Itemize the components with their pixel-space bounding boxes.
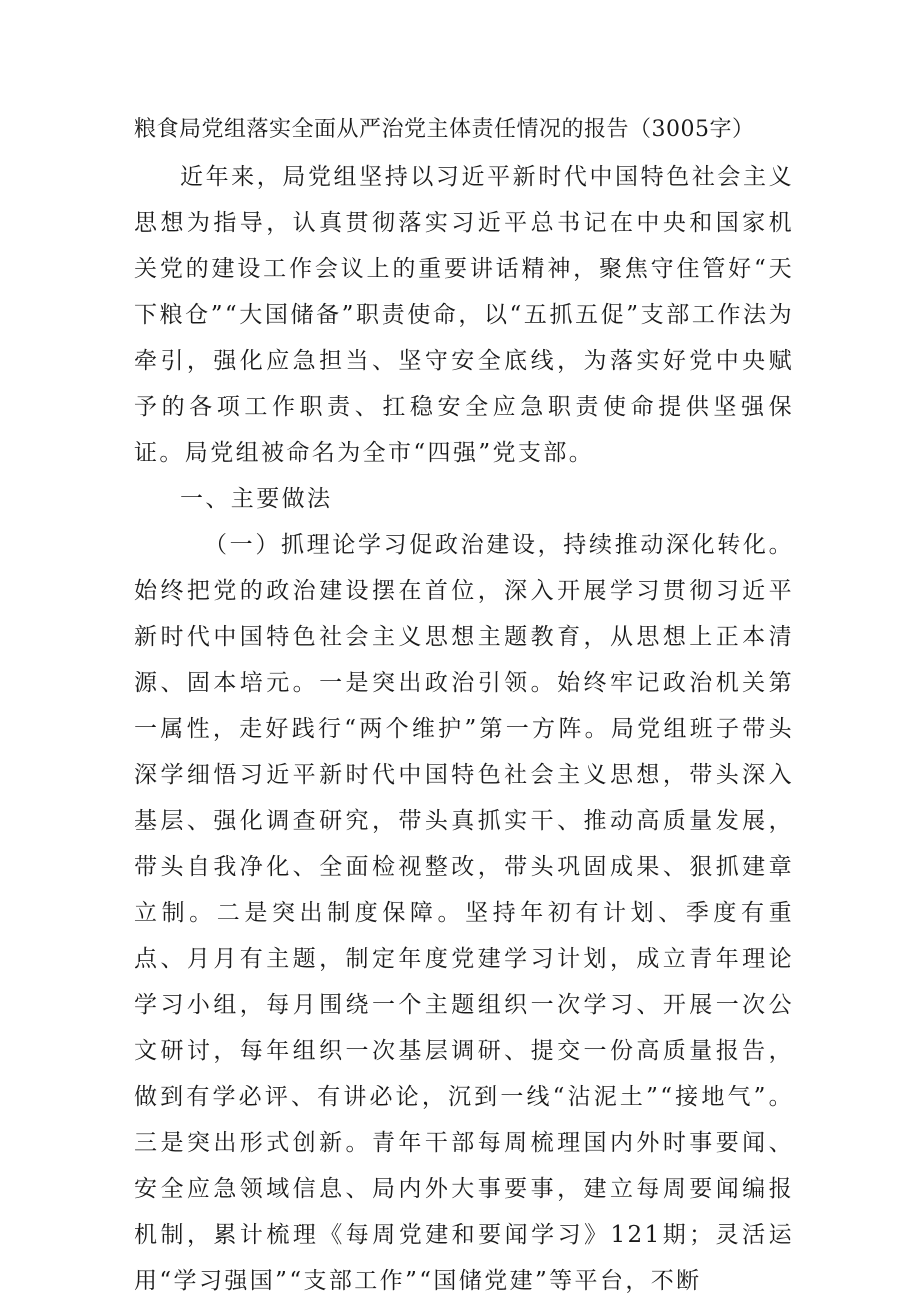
document-body — [134, 112, 794, 1304]
section-heading: 一、主要做法 — [180, 486, 333, 512]
document-title: 粮食局党组落实全面从严治党主体责任情况的报告（3005字） — [134, 117, 755, 142]
section-paragraph: （一）抓理论学习促政治建设，持续推动深化转化。始终把党的政治建设摆在首位，深入开展学习贯彻习近平新时代中国特色社会主义思想主题教育，从思想上正本清源、固本培元。一是突出政治引领。始终牢记政治机关第一属性，走好践行“两个维护”第一方阵。局党组班子带头深学细悟习近平新时代中国特色社会主义思想，带头深入基层、强化调查研究，带头真抓实干、推动高质量发展，带头自我净化、全面检视整改，带头巩固成果、狠抓建章立制。二是突出制度保障。坚持年初有计划、季度有重点、月月有主题，制定年度党建学习计划，成立青年理论学习小组，每月围绕一个主题组织一次学习、开展一次公文研讨，每年组织一次基层调研、提交一份高质量报告，做到有学必评、有讲必论，沉到一线“沾泥土”“接地气”。三是突出形式创新。青年干部每周梳理国内外时事要闻、安全应急领域信息、局内外大事要事，建立每周要闻编报机制，累计梳理《每周党建和要闻学习》121期；灵活运用“学习强国”“支部工作”“国储党建”等平台，不断 — [134, 532, 794, 1294]
intro-paragraph: 近年来，局党组坚持以习近平新时代中国特色社会主义思想为指导，认真贯彻落实习近平总书记在中央和国家机关党的建设工作会议上的重要讲话精神，聚焦守住管好“天下粮仓”“大国储备”职责使命，以“五抓五促”支部工作法为牵引，强化应急担当、坚守安全底线，为落实好党中央赋予的各项工作职责、扛稳安全应急职责使命提供坚强保证。局党组被命名为全市“四强”党支部。 — [134, 164, 794, 466]
